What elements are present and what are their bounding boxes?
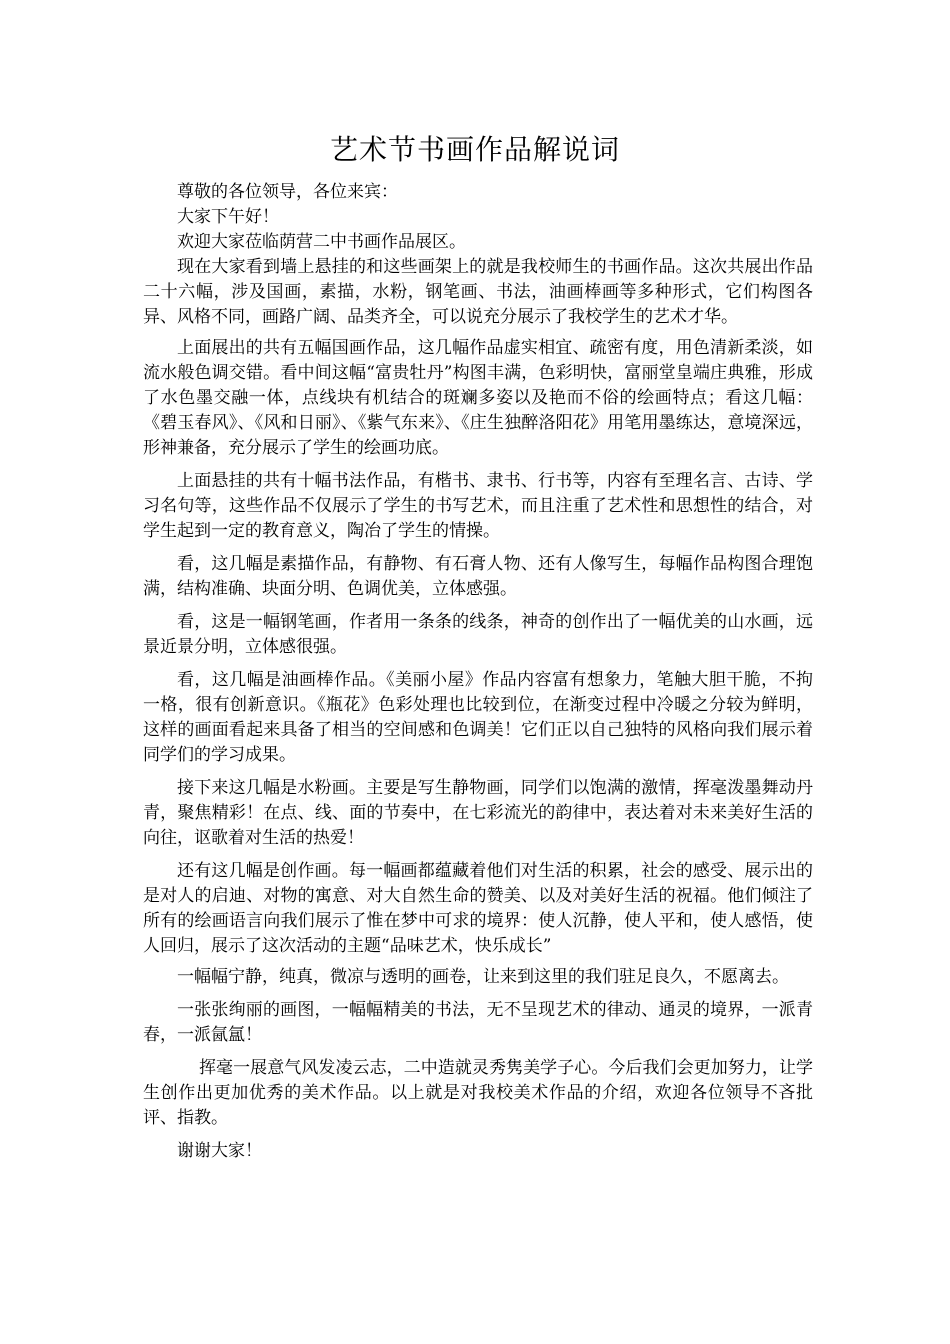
paragraph-thanks: 谢谢大家！ [177, 1141, 262, 1161]
paragraph-tranquil-scrolls: 一幅幅宁静，纯真，微凉与透明的画卷，让来到这里的我们驻足良久，不愿离去。 [177, 967, 789, 987]
paragraph-intro: 现在大家看到墙上悬挂的和这些画架上的就是我校师生的书画作品。这次共展出作品二十六幅，涉及国画，素描，水粉，钢笔画、书法，油画棒画等多种形式，它们构图各异、风格不同，画路广阔、品类齐全，可以说充分展示了我校学生的艺术才华。 [143, 257, 813, 327]
document-title: 艺术节书画作品解说词 [329, 133, 620, 166]
paragraph-closing: 挥毫一展意气风发凌云志，二中造就灵秀隽美学子心。今后我们会更加努力，让学生创作出更加优秀的美术作品。以上就是对我校美术作品的介绍，欢迎各位领导不吝批评、指教。 [143, 1058, 813, 1128]
paragraph-pen-drawing: 看，这是一幅钢笔画，作者用一条条的线条，神奇的创作出了一幅优美的山水画，远景近景分明，立体感很强。 [143, 612, 813, 657]
paragraph-greeting: 尊敬的各位领导，各位来宾： [177, 182, 398, 202]
paragraph-sketch: 看，这几幅是素描作品，有静物、有石膏人物、还有人像写生，每幅作品构图合理饱满，结构准确、块面分明、色调优美，立体感强。 [143, 554, 813, 599]
paragraph-welcome: 欢迎大家莅临荫营二中书画作品展区。 [177, 232, 466, 252]
paragraph-calligraphy: 上面悬挂的共有十幅书法作品，有楷书、隶书、行书等，内容有至理名言、古诗、学习名句等，这些作品不仅展示了学生的书写艺术，而且注重了艺术性和思想性的结合，对学生起到一定的教育意义，陶冶了学生的情操。 [143, 471, 813, 541]
paragraph-good-afternoon: 大家下午好！ [177, 207, 279, 227]
document-body [143, 180, 813, 1164]
paragraph-gouache: 接下来这几幅是水粉画。主要是写生静物画，同学们以饱满的激情，挥毫泼墨舞动丹青，聚焦精彩！在点、线、面的节奏中，在七彩流光的韵律中，表达着对未来美好生活的向往，讴歌着对生活的热爱！ [143, 778, 813, 848]
paragraph-creative: 还有这几幅是创作画。每一幅画都蕴藏着他们对生活的积累，社会的感受、展示出的是对人的启迪、对物的寓意、对大自然生命的赞美、以及对美好生活的祝福。他们倾注了所有的绘画语言向我们展示了惟在梦中可求的境界：使人沉静，使人平和，使人感悟，使人回归，展示了这次活动的主题“品味艺术，快乐成长” [143, 861, 813, 956]
paragraph-gorgeous-pictures: 一张张绚丽的画图，一幅幅精美的书法，无不呈现艺术的律动、通灵的境界，一派青春，一派氤氲！ [143, 1000, 813, 1045]
paragraph-chinese-painting: 上面展出的共有五幅国画作品，这几幅作品虚实相宜、疏密有度，用色清新柔淡，如流水般色调交错。看中间这幅“富贵牡丹”构图丰满，色彩明快，富丽堂皇端庄典雅，形成了水色墨交融一体，点线块有机结合的斑斓多姿以及艳而不俗的绘画特点；看这几幅：《碧玉春风》、《风和日丽》、《紫气东来》、《庄生独醉洛阳花》用笔用墨练达，意境深远，形神兼备，充分展示了学生的绘画功底。 [143, 338, 813, 458]
paragraph-oil-pastel: 看，这几幅是油画棒作品。《美丽小屋》作品内容富有想象力，笔触大胆干脆，不拘一格，很有创新意识。《瓶花》色彩处理也比较到位，在渐变过程中冷暖之分较为鲜明，这样的画面看起来具备了相当的空间感和色调美！它们正以自己独特的风格向我们展示着同学们的学习成果。 [143, 670, 813, 765]
